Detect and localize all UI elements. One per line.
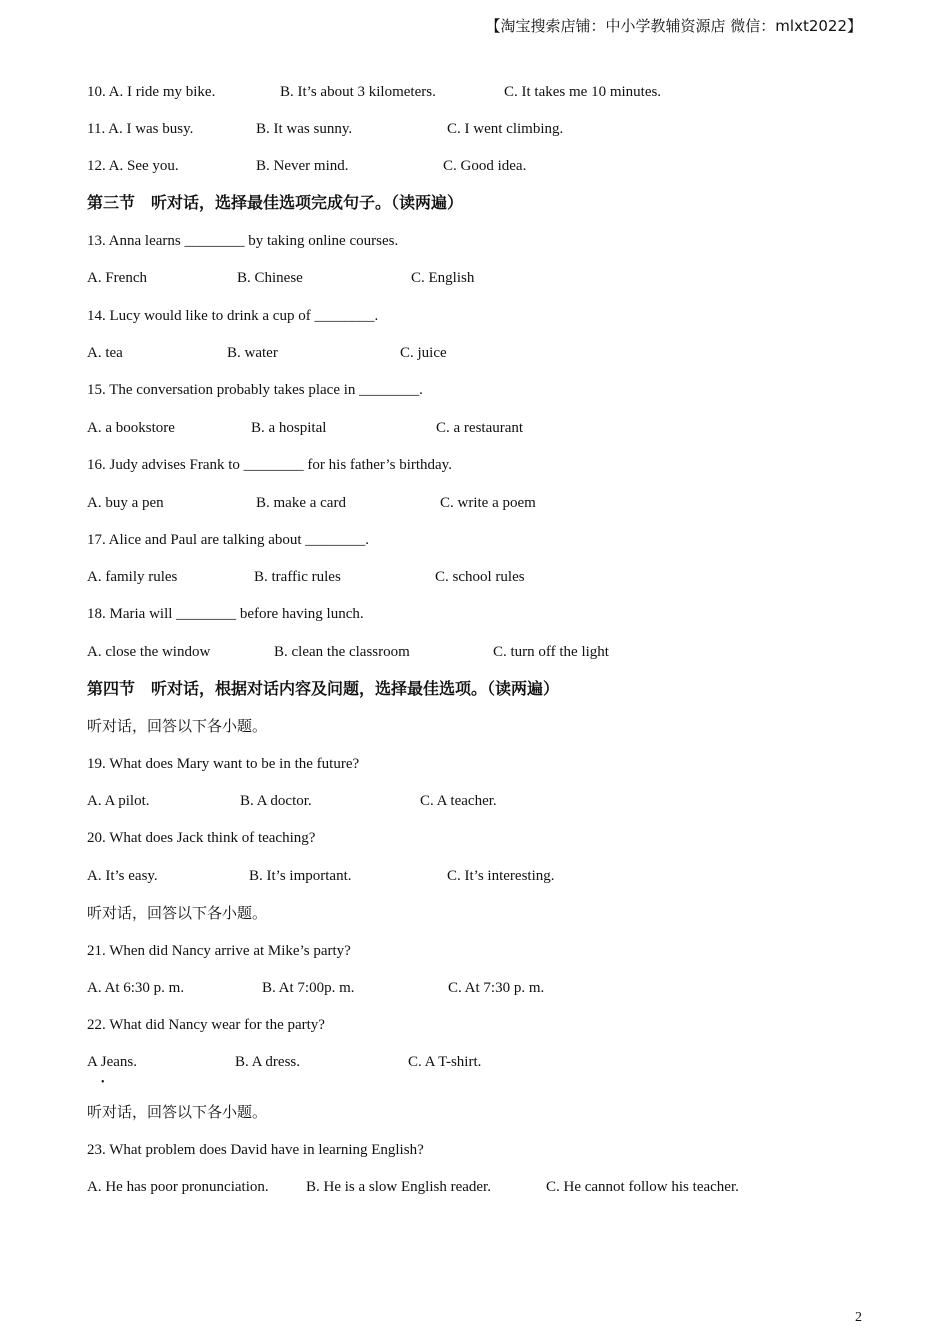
q15-option-c: C. a restaurant [436, 420, 524, 436]
q11-option-a: 11. A. I was busy. [87, 121, 194, 137]
section-3-heading: 第三节 听对话，选择最佳选项完成句子。（读两遍） [87, 193, 464, 212]
q21-option-a: A. At 6:30 p. m. [87, 980, 185, 996]
section-4-heading: 第四节 听对话，根据对话内容及问题，选择最佳选项。（读两遍） [87, 679, 560, 698]
q22-option-b: B. A dress. [235, 1054, 301, 1070]
q23-stem: 23. What problem does David have in learning English? [87, 1142, 424, 1158]
q12-option-c: C. Good idea. [443, 158, 527, 174]
q17-stem: 17. Alice and Paul are talking about ________. [87, 532, 370, 548]
q21-stem: 21. When did Nancy arrive at Mike’s party? [87, 943, 351, 959]
q17-option-c: C. school rules [435, 569, 525, 585]
q16-stem: 16. Judy advises Frank to ________ for his father’s birthday. [87, 457, 452, 473]
q19-option-c: C. A teacher. [420, 793, 497, 809]
q17-option-a: A. family rules [87, 569, 178, 585]
q13-stem: 13. Anna learns ________ by taking online courses. [87, 233, 399, 249]
q20-stem: 20. What does Jack think of teaching? [87, 830, 316, 846]
q16-option-a: A. buy a pen [87, 495, 164, 511]
q18-option-c: C. turn off the light [493, 644, 609, 660]
q11-option-b: B. It was sunny. [256, 121, 353, 137]
q12-option-a: 12. A. See you. [87, 158, 179, 174]
q21-option-b: B. At 7:00p. m. [262, 980, 355, 996]
page-number: 2 [855, 1310, 862, 1325]
q23-option-c: C. He cannot follow his teacher. [546, 1179, 739, 1195]
q20-option-b: B. It’s important. [249, 868, 352, 884]
q12-option-b: B. Never mind. [256, 158, 349, 174]
q14-stem: 14. Lucy would like to drink a cup of ________. [87, 308, 379, 324]
q11-option-c: C. I went climbing. [447, 121, 564, 137]
q19-stem: 19. What does Mary want to be in the future? [87, 756, 360, 772]
q10-option-b: B. It’s about 3 kilometers. [280, 84, 436, 100]
q15-stem: 15. The conversation probably takes place in ________. [87, 382, 423, 398]
q10-option-c: C. It takes me 10 minutes. [504, 84, 662, 100]
q18-stem: 18. Maria will ________ before having lunch. [87, 606, 364, 622]
q13-option-c: C. English [411, 270, 475, 286]
q15-option-b: B. a hospital [251, 420, 327, 436]
q21-option-c: C. At 7:30 p. m. [448, 980, 545, 996]
page-header: 【淘宝搜索店铺：中小学教辅资源店 微信：mlxt2022】 [485, 17, 862, 35]
instruction-2: 听对话，回答以下各小题。 [87, 904, 268, 922]
q20-option-c: C. It’s interesting. [447, 868, 555, 884]
q23-option-a: A. He has poor pronunciation. [87, 1179, 269, 1195]
q13-option-a: A. French [87, 270, 147, 286]
stray-dot: • [101, 1077, 105, 1088]
q14-option-b: B. water [227, 345, 278, 361]
q18-option-b: B. clean the classroom [274, 644, 410, 660]
q18-option-a: A. close the window [87, 644, 211, 660]
q19-option-b: B. A doctor. [240, 793, 312, 809]
q13-option-b: B. Chinese [237, 270, 303, 286]
q19-option-a: A. A pilot. [87, 793, 150, 809]
q23-option-b: B. He is a slow English reader. [306, 1179, 491, 1195]
q22-option-c: C. A T-shirt. [408, 1054, 482, 1070]
q10-option-a: 10. A. I ride my bike. [87, 84, 216, 100]
instruction-1: 听对话，回答以下各小题。 [87, 717, 268, 735]
q20-option-a: A. It’s easy. [87, 868, 158, 884]
q17-option-b: B. traffic rules [254, 569, 341, 585]
instruction-3: 听对话，回答以下各小题。 [87, 1103, 268, 1121]
q22-stem: 22. What did Nancy wear for the party? [87, 1017, 325, 1033]
q15-option-a: A. a bookstore [87, 420, 175, 436]
q16-option-c: C. write a poem [440, 495, 536, 511]
q14-option-c: C. juice [400, 345, 447, 361]
q14-option-a: A. tea [87, 345, 123, 361]
q16-option-b: B. make a card [256, 495, 346, 511]
q22-option-a: A Jeans. [87, 1054, 137, 1070]
